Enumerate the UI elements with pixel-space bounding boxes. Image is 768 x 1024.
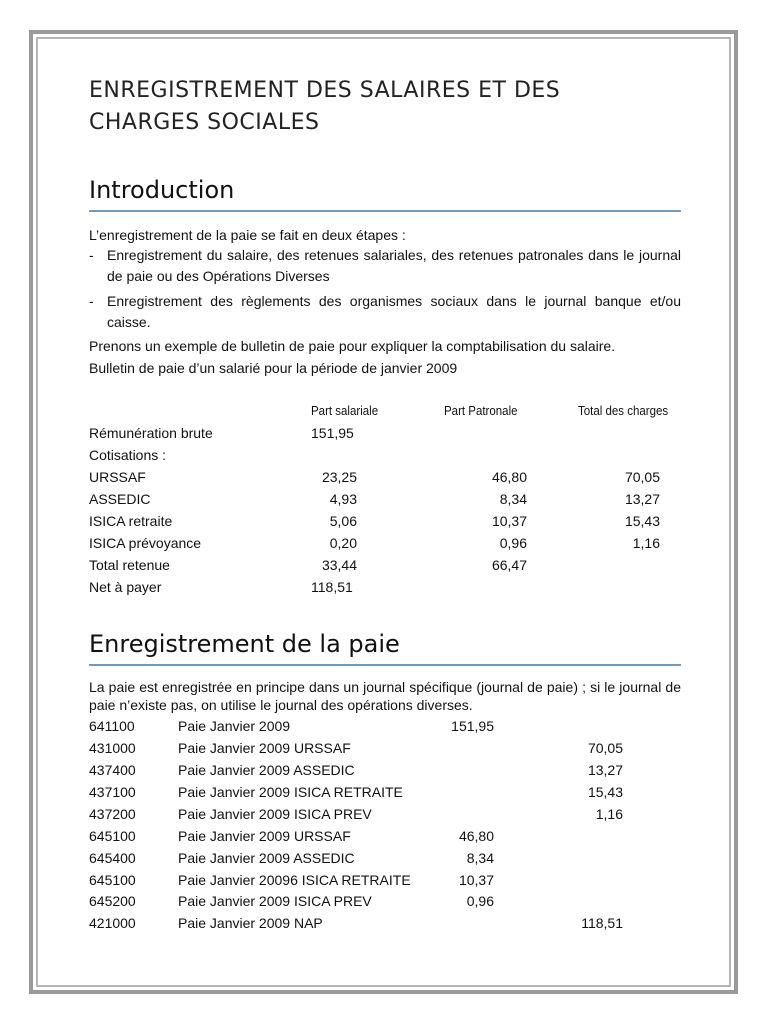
bullet-text: Enregistrement du salaire, des retenues salariales, des retenues patronales dans le journal de paie ou des Opérations Diverses: [107, 247, 681, 284]
part-salariale-value: 118,51: [311, 579, 353, 595]
paragraph-payslip: Bulletin de paie d’un salarié pour la période de janvier 2009: [89, 360, 458, 376]
entry-label: Paie Janvier 2009: [178, 718, 291, 734]
enregistrement-heading: Enregistrement de la paie: [89, 628, 681, 666]
intro-text: L’enregistrement de la paie se fait en deux étapes :: [89, 227, 406, 243]
total-charges-value: 70,05: [624, 469, 660, 485]
bullet-text: Enregistrement des règlements des organismes sociaux dans le journal banque et/ou caisse.: [107, 293, 681, 330]
row-label: Rémunération brute: [89, 425, 213, 441]
entry-label: Paie Janvier 20096 ISICA RETRAITE: [178, 872, 411, 888]
credit-amount: 13,27: [587, 762, 623, 778]
row-label: ASSEDIC: [89, 491, 151, 507]
row-label: URSSAF: [89, 469, 146, 485]
account-number: 437200: [89, 806, 136, 822]
debit-amount: 46,80: [458, 828, 494, 844]
account-number: 645200: [89, 893, 136, 909]
part-salariale-value: 23,25: [321, 469, 357, 485]
credit-amount: 70,05: [587, 740, 623, 756]
bullet-item: [89, 291, 681, 333]
entry-label: Paie Janvier 2009 ISICA RETRAITE: [178, 784, 403, 800]
payslip-row: [0, 532, 768, 554]
part-salariale-value: 4,93: [329, 491, 357, 507]
part-salariale-value: 151,95: [311, 425, 354, 441]
account-number: 645100: [89, 872, 136, 888]
row-label: Net à payer: [89, 579, 162, 595]
journal-row: [0, 781, 768, 803]
account-number: 421000: [89, 915, 136, 931]
journal-row: [0, 869, 768, 891]
payslip-row-net: [0, 576, 768, 598]
payslip-row: [0, 510, 768, 532]
debit-amount: 10,37: [458, 872, 494, 888]
bullet-dash: -: [89, 247, 94, 263]
part-patronale-value: 10,37: [491, 513, 527, 529]
paragraph-example: Prenons un exemple de bulletin de paie pour expliquer la comptabilisation du salaire.: [89, 338, 616, 354]
journal-row: [0, 847, 768, 869]
row-label: ISICA prévoyance: [89, 535, 202, 551]
entry-label: Paie Janvier 2009 ISICA PREV: [178, 806, 372, 822]
introduction-heading: Introduction: [89, 174, 681, 212]
part-patronale-value: 0,96: [499, 535, 527, 551]
row-label: Total retenue: [89, 557, 170, 573]
journal-row: [0, 825, 768, 847]
part-salariale-value: 0,20: [329, 535, 357, 551]
journal-row: [0, 912, 768, 934]
title-line-2: CHARGES SOCIALES: [89, 110, 320, 135]
entry-label: Paie Janvier 2009 URSSAF: [178, 828, 351, 844]
journal-row: [0, 715, 768, 737]
payslip-row-cotisations: [0, 444, 768, 466]
total-charges-value: 15,43: [624, 513, 660, 529]
entry-label: Paie Janvier 2009 NAP: [178, 915, 323, 931]
credit-amount: 118,51: [581, 915, 623, 931]
account-number: 645100: [89, 828, 136, 844]
title-line-1: ENREGISTREMENT DES SALAIRES ET DES: [89, 78, 561, 103]
column-header-part-salariale: Part salariale: [311, 404, 379, 418]
column-header-total-charges: Total des charges: [578, 404, 669, 418]
total-charges-value: 1,16: [632, 535, 660, 551]
debit-amount: 151,95: [451, 718, 494, 734]
journal-row: [0, 737, 768, 759]
debit-amount: 8,34: [466, 850, 494, 866]
payslip-row: [0, 488, 768, 510]
part-salariale-value: 33,44: [321, 557, 357, 573]
total-charges-value: 13,27: [624, 491, 660, 507]
account-number: 437100: [89, 784, 136, 800]
account-number: 437400: [89, 762, 136, 778]
bullet-dash: -: [89, 293, 94, 309]
bullet-item: [89, 245, 681, 287]
entry-label: Paie Janvier 2009 ASSEDIC: [178, 850, 355, 866]
credit-amount: 15,43: [587, 784, 623, 800]
account-number: 641100: [89, 718, 135, 734]
debit-amount: 0,96: [466, 893, 494, 909]
entry-label: Paie Janvier 2009 ISICA PREV: [178, 893, 372, 909]
row-label: Cotisations :: [89, 447, 167, 463]
payslip-row: [0, 466, 768, 488]
journal-row: [0, 759, 768, 781]
journal-row: [0, 803, 768, 825]
part-patronale-value: 46,80: [491, 469, 527, 485]
column-header-part-patronale: Part Patronale: [444, 404, 518, 418]
entry-label: Paie Janvier 2009 ASSEDIC: [178, 762, 355, 778]
account-number: 645400: [89, 850, 136, 866]
payslip-row-remuneration: [0, 422, 768, 444]
row-label: ISICA retraite: [89, 513, 173, 529]
account-number: 431000: [89, 740, 136, 756]
document-title: [89, 75, 689, 139]
part-patronale-value: 66,47: [491, 557, 527, 573]
entry-label: Paie Janvier 2009 URSSAF: [178, 740, 351, 756]
part-salariale-value: 5,06: [329, 513, 357, 529]
credit-amount: 1,16: [595, 806, 623, 822]
journal-row: [0, 890, 768, 912]
payslip-row-total-retenue: [0, 554, 768, 576]
part-patronale-value: 8,34: [499, 491, 527, 507]
enregistrement-intro: La paie est enregistrée en principe dans un journal spécifique (journal de paie) ; si le journal de paie n’existe pas, on utilise le journal des opérations diverses.: [89, 679, 681, 713]
